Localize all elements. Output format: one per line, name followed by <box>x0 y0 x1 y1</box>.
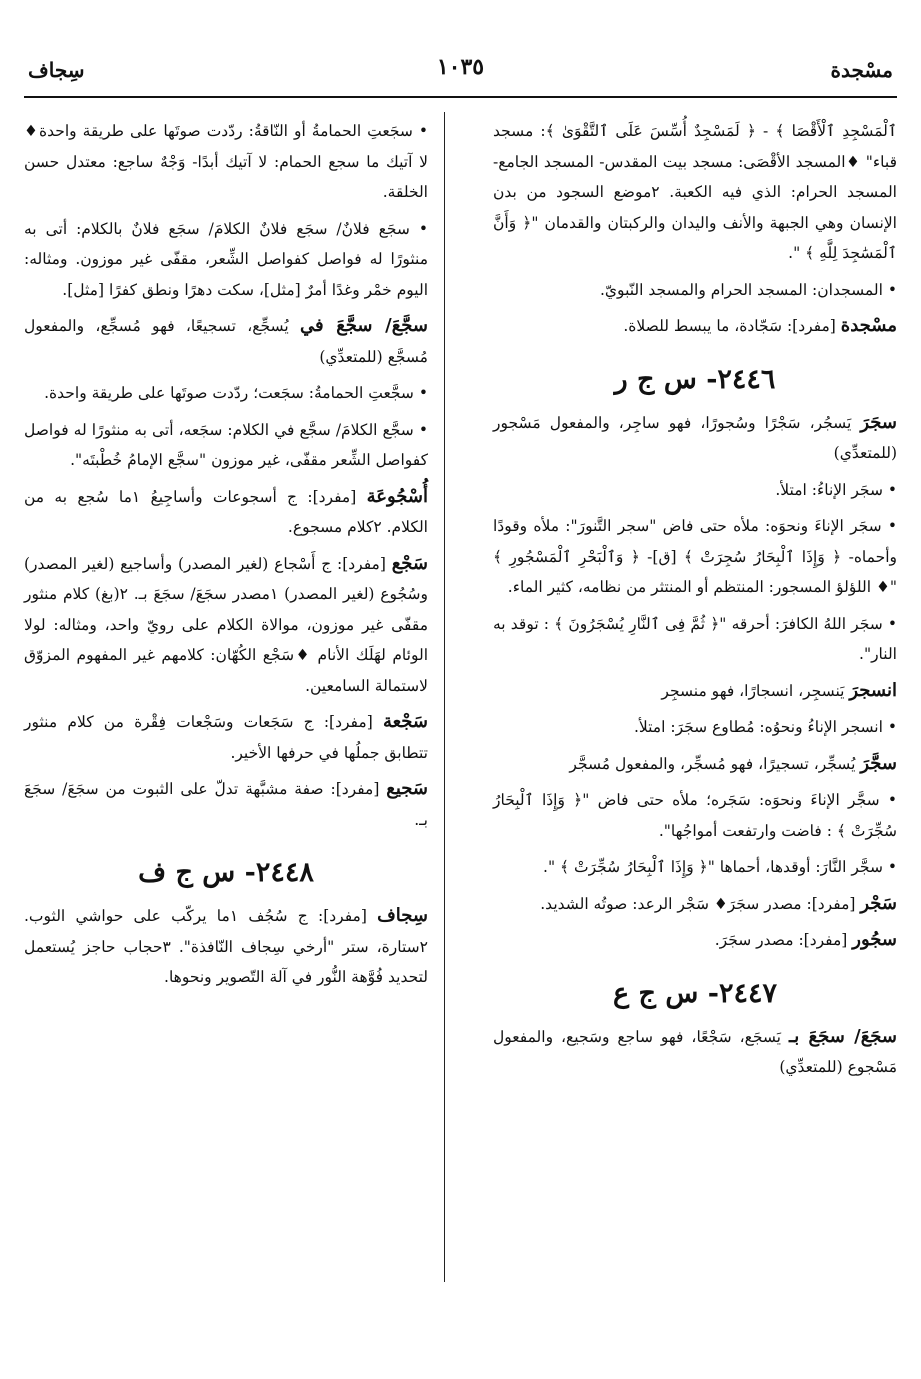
entry-headword: سجَرَ <box>860 411 897 433</box>
dictionary-entry <box>24 311 428 372</box>
dictionary-entry <box>493 116 897 269</box>
entry-headword: مسْجدة <box>840 315 897 336</box>
dictionary-entry <box>24 549 428 702</box>
entry-text: • سجَّر النَّارَ: أوقدها، أحماها "﴿ وَإِذَا ٱلْبِحَارُ سُجِّرَتْ ﴾ ". <box>543 858 897 876</box>
dictionary-entry <box>24 378 428 409</box>
dictionary-entry <box>493 925 897 956</box>
dictionary-entry <box>24 214 428 306</box>
dictionary-entry <box>24 482 428 543</box>
dictionary-entry <box>493 311 897 342</box>
entry-text: يُسجِّع، تسجيعًا، فهو مُسجِّع، والمفعول مُسجَّع (للمتعدِّي) <box>24 317 428 366</box>
header-guide-word-first: مسْجدة <box>830 58 893 82</box>
dictionary-entry <box>24 707 428 768</box>
entry-headword: سجُور <box>852 929 897 950</box>
entry-text: • سجَّر الإناءَ ونحوَه: سَجَره؛ ملأه حتى فاض "﴿ وَإِذَا ٱلْبِحَارُ سُجِّرَتْ ﴾ : فاضت وارتفعت أمواجُها". <box>493 791 897 840</box>
entry-headword: سِجاف <box>377 905 428 926</box>
dictionary-entry <box>493 785 897 846</box>
entry-text: • انسجر الإناءُ ونحوُه: مُطاوع سجَرَ: امتلأ. <box>633 718 897 736</box>
entry-text: يَنسجِر، انسجارًا، فهو منسجِر <box>661 681 850 700</box>
dictionary-entry <box>493 852 897 883</box>
dictionary-entry <box>24 901 428 993</box>
entry-headword: أُسْجُوعَة <box>366 485 428 507</box>
entry-text: • سجَر اللهُ الكافرَ: أحرقه "﴿ ثُمَّ فِى ٱلنَّارِ يُسْجَرُونَ ﴾ : توقد به النار". <box>493 614 897 663</box>
entry-headword: سَجْع <box>391 552 428 574</box>
entry-text: [مفرد]: ج سَجَعات وسَجْعات فِقْرة من كلام منثور تتطابق جملُها في حرفها الأخير. <box>24 713 428 762</box>
entry-headword: سجَّرَ <box>860 752 897 774</box>
left-column <box>24 116 428 999</box>
right-column <box>493 116 897 1089</box>
page-number: ١٠٣٥ <box>436 54 485 80</box>
dictionary-entry <box>493 275 897 306</box>
entry-text: • سجَّعتِ الحمامةُ: سجَعت؛ ردّدت صوتَها على طريقة واحدة. <box>44 384 428 402</box>
entry-headword: سجَعَ/ سجَعَ بـ <box>788 1025 897 1047</box>
entry-text: [مفرد]: مصدر سجَرَ♦ سَجْر الرعد: صوتُه الشديد. <box>540 894 861 913</box>
dictionary-entry <box>493 1022 897 1083</box>
dictionary-entry <box>493 676 897 707</box>
entry-headword: سَجْر <box>860 892 897 914</box>
entry-text: • سجَّع الكلامَ/ سجَّع في الكلام: سجَعه، أتى به منثورًا له فواصل كفواصل الشِّعر مقفّى، غير موزون "سجَّع الإمامُ خُطْبتَه". <box>24 420 428 469</box>
page-header <box>28 52 893 92</box>
entry-text: [مفرد]: صفة مشبَّهة تدلّ على الثبوت من سجَعَ/ سجَعَ بـ. <box>24 780 428 829</box>
entry-text: [مفرد]: ج أَسْجاع (لغير المصدر) وأساجيع (لغير المصدر) وسُجُوع (لغير المصدر) ١مصدر سجَعَ/ سجَعَ بـ. ٢(بغ) كلام منثور مقفّى غير موزون، موالاة الكلام على رويّ واحد، ومثاله: لولا الوئام لهَلَك الأنام ♦سَجْع الكُهّان: كلامهم غير المفهوم المزوّق لاستمالة السامعين. <box>24 554 429 695</box>
dictionary-entry <box>493 609 897 670</box>
entry-text: يَسجُر، سَجْرًا وسُجورًا، فهو ساجِر، والمفعول مَسْجور (للمتعدِّي) <box>493 413 897 462</box>
entry-headword: سجَّعَ/ سجَّعَ في <box>299 315 429 336</box>
entry-text: • سجَر الإناءُ: امتلأ. <box>775 480 897 499</box>
entry-text: يُسجِّر، تسجيرًا، فهو مُسجِّر، والمفعول مُسجَّر <box>569 754 861 773</box>
dictionary-entry <box>493 749 897 780</box>
entry-headword: سَجيع <box>386 778 428 799</box>
dictionary-entry <box>493 511 897 603</box>
entry-text: ٱلْمَسْجِدِ ٱلْأَقْصَا ﴾ - ﴿ لَمَسْجِدٌ أُسِّسَ عَلَى ٱلتَّقْوَىٰ ﴾: مسجد قباء" ♦المسجد الأقْصَى: مسجد بيت المقدس- المسجد الجامع- المسجد الحرام: الذي فيه الكعبة. ٢موضع السجود من بدن الإنسان وهي الجبهة والأنف واليدان والركبتان والقدمان "﴿ وَأَنَّ ٱلْمَسَٰجِدَ لِلَّهِ ﴾ ". <box>493 122 897 262</box>
entry-headword: سَجْعة <box>382 711 428 732</box>
dictionary-entry <box>493 712 897 743</box>
entry-text: • المسجدان: المسجد الحرام والمسجد النّبويّ. <box>600 280 897 299</box>
entry-headword: انسجرَ <box>849 679 897 701</box>
root-section-heading: ٢٤٤٧- س ج ع <box>613 977 777 1009</box>
entry-text: • سجَر الإناءَ ونحوَه: ملأه حتى فاض "سجر التَّنورَ": ملأه وقودًا وأحماه- ﴿ وَإِذَا ٱلْبِحَارُ سُجِرَتْ ﴾ [ق]- ﴿ وَٱلْبَحْرِ ٱلْمَسْجُورِ ﴾ "♦ اللؤلؤ المسجور: المنتظم أو المنتثر من نظامه، كثير الماء. <box>493 517 897 596</box>
dictionary-entry <box>493 475 897 506</box>
header-guide-word-last: سِجاف <box>28 58 85 82</box>
entry-text: [مفرد]: سَجّادة، ما يبسط للصلاة. <box>623 317 841 335</box>
entry-text: • سجَعتِ الحمامةُ أو النّاقةُ: ردّدت صوتَها على طريقة واحدة♦ لا آتيك ما سجع الحمام: لا آتيك أبدًا- وَجْهٌ ساجع: معتدل حسن الخلقة. <box>24 122 428 201</box>
entry-text: [مفرد]: ج سُجُف ١ما يركّب على حواشي الثوب. ٢ستارة، ستر "أرخي سِجاف النّافذة". ٣حجاب حاجز يُستعمل لتحديد فُوَّهة النُّور في آلة التّصوير ونحوها. <box>24 907 428 986</box>
dictionary-entry <box>493 408 897 469</box>
entry-text: • سجَع فلانٌ/ سجَع فلانٌ الكلامَ/ سجَع فلانٌ بالكلام: أتى به منثورًا له فواصل كفواصل الشِّعر، مقفّى غير موزون. ومثاله: اليوم خمْر وغدًا أمرٌ [مثل]، سكت دهرًا ونطق كفرًا [مثل]. <box>24 219 428 299</box>
dictionary-entry <box>493 889 897 920</box>
dictionary-entry <box>24 116 428 208</box>
dictionary-entry <box>24 774 428 835</box>
root-section-heading: ٢٤٤٦- س ج ر <box>614 363 776 395</box>
header-rule <box>24 96 897 98</box>
column-divider <box>444 112 445 1282</box>
entry-text: يَسجَع، سَجْعًا، فهو ساجع وسَجيع، والمفعول مَسْجوع (للمتعدِّي) <box>493 1027 897 1076</box>
dictionary-entry <box>24 415 428 476</box>
entry-text: [مفرد]: مصدر سجَرَ. <box>714 931 853 949</box>
entry-text: [مفرد]: ج أسجوعات وأساجِيعُ ١ما سُجع به من الكلام. ٢كلام مسجوع. <box>24 487 428 536</box>
root-section-heading: ٢٤٤٨- س ج ف <box>138 857 314 888</box>
